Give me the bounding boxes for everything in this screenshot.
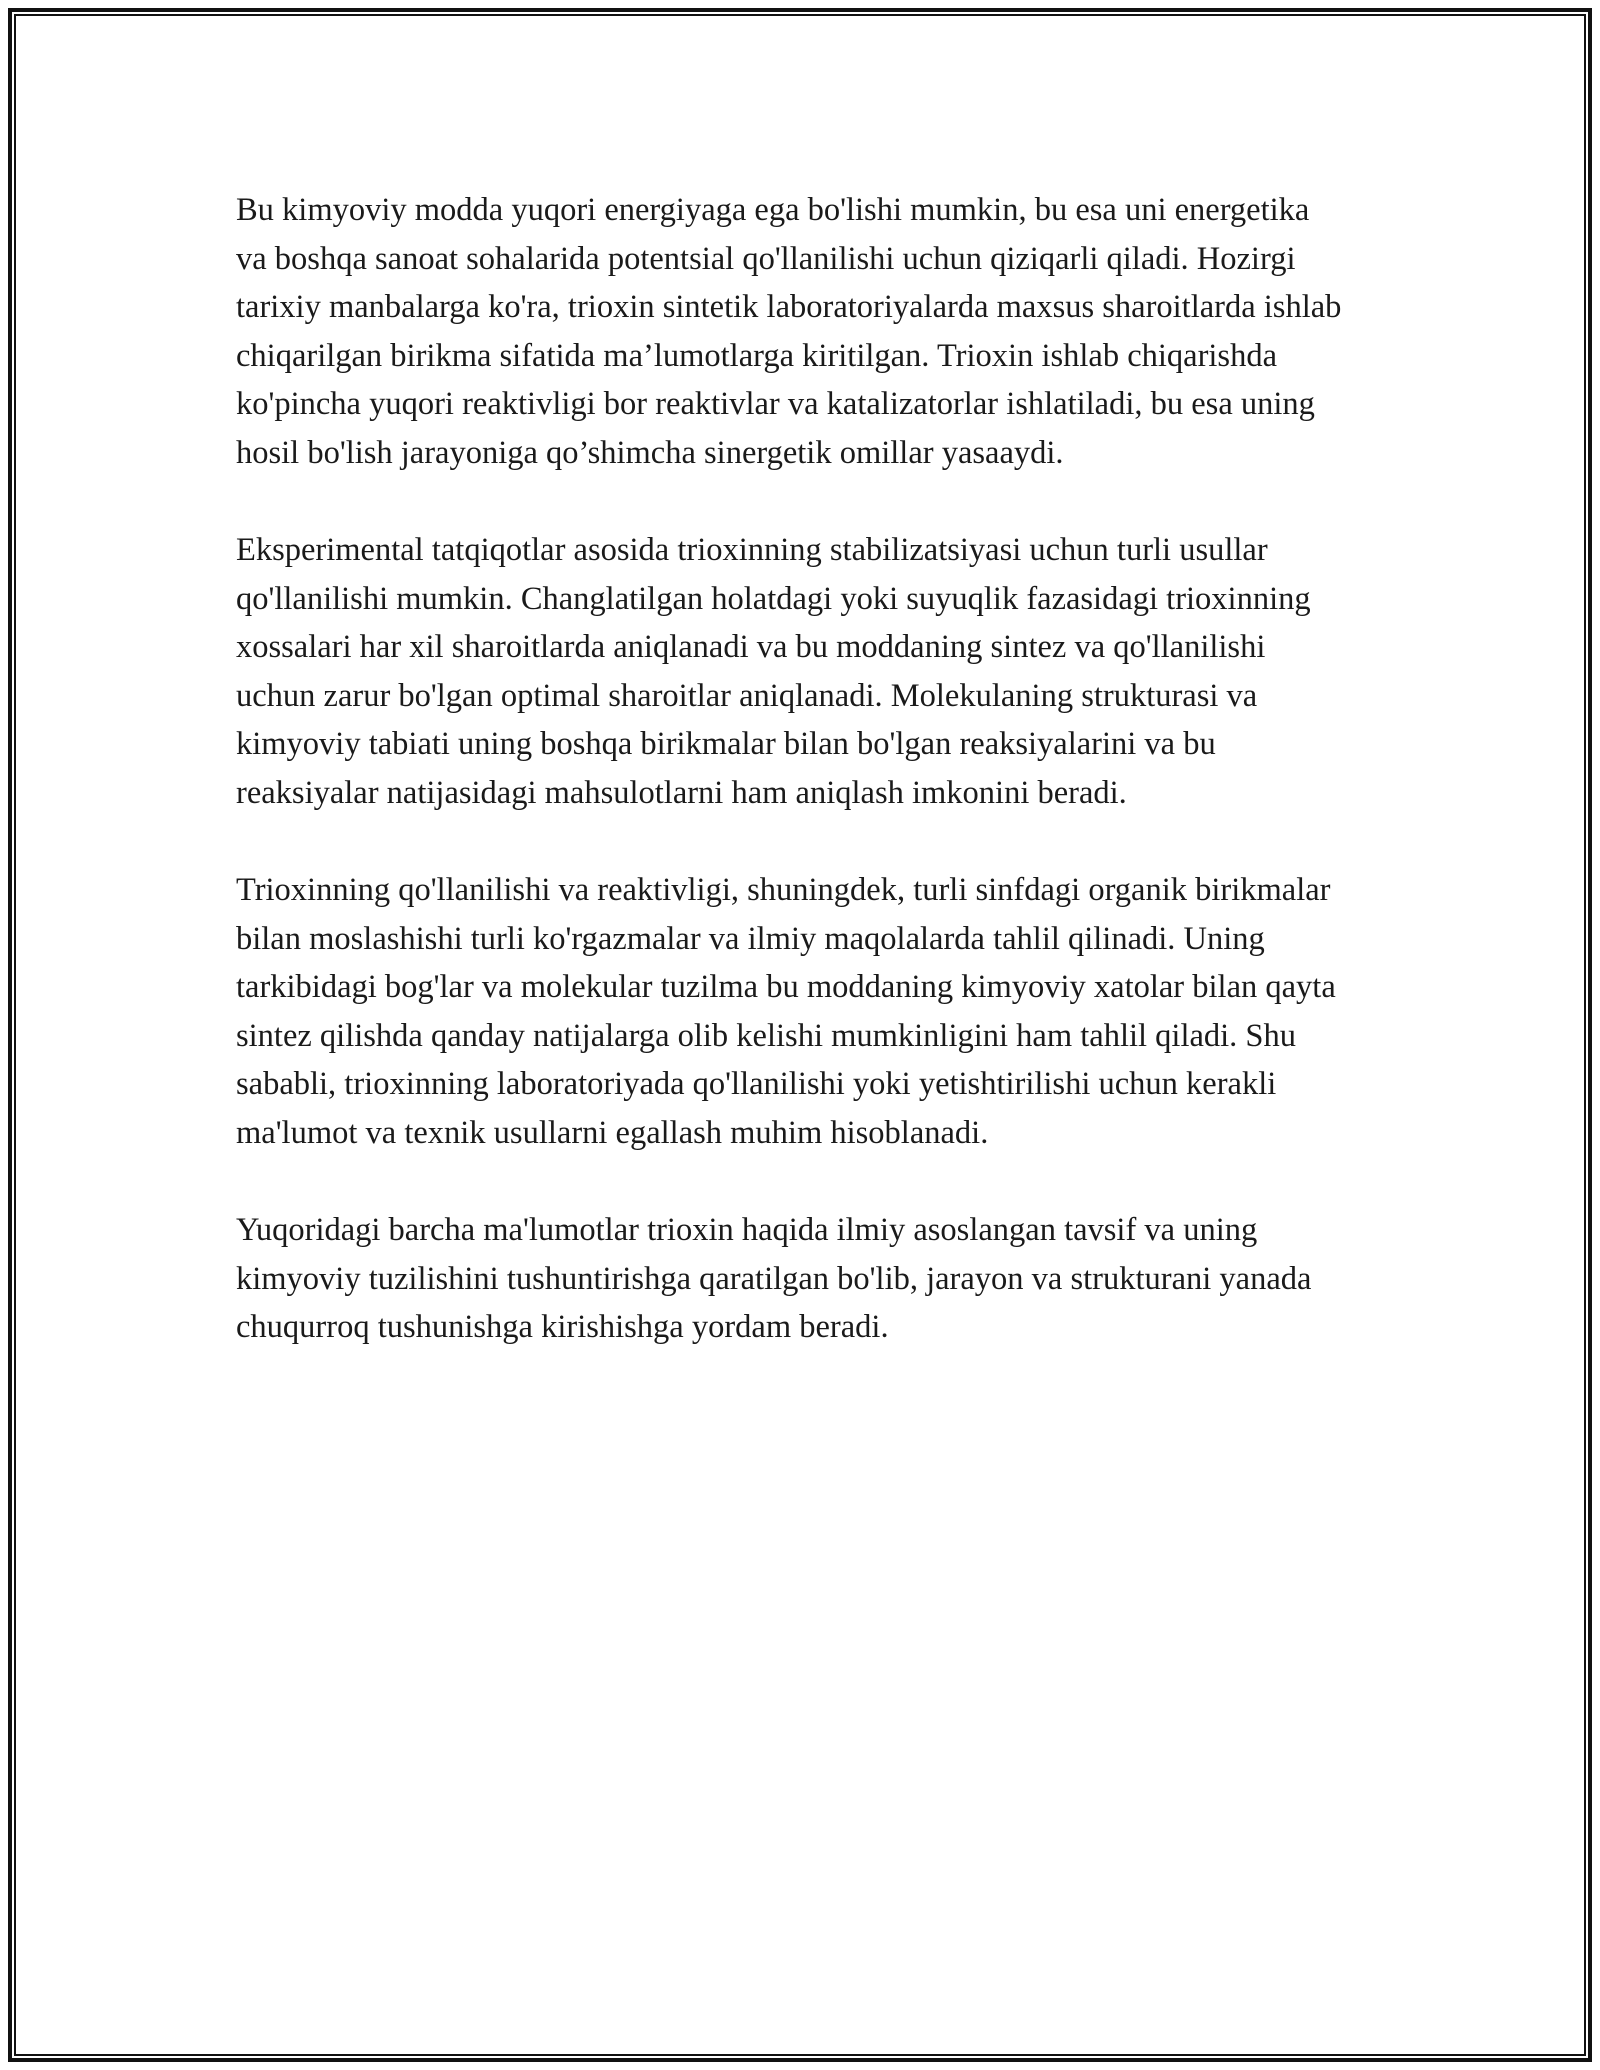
- paragraph-2: Eksperimental tatqiqotlar asosida trioxinning stabilizatsiyasi uchun turli usullar qo'llanilishi mumkin. Changlatilgan holatdagi yoki suyuqlik fazasidagi trioxinning xossalari har xil sharoitlarda aniqlanadi va bu moddaning sintez va qo'llanilishi uchun zarur bo'lgan optimal sharoitlar aniqlanadi. Molekulaning strukturasi va kimyoviy tabiati uning boshqa birikmalar bilan bo'lgan reaksiyalarini va bu reaksiyalar natijasidagi mahsulotlarni ham aniqlash imkonini beradi.: [236, 532, 1311, 811]
- paragraph-3: Trioxinning qo'llanilishi va reaktivligi, shuningdek, turli sinfdagi organik birikmalar bilan moslashishi turli ko'rgazmalar va ilmiy maqolalarda tahlil qilinadi. Uning tarkibidagi bog'lar va molekular tuzilma bu moddaning kimyoviy xatolar bilan qayta sintez qilishda qanday natijalarga olib kelishi mumkinligini ham tahlil qiladi. Shu sababli, trioxinning laboratoriyada qo'llanilishi yoki yetishtirilishi uchun kerakli ma'lumot va texnik usullarni egallash muhim hisoblanadi.: [236, 872, 1336, 1151]
- paragraph-4: Yuqoridagi barcha ma'lumotlar trioxin haqida ilmiy asoslangan tavsif va uning kimyoviy tuzilishini tushuntirishga qaratilgan bo'lib, jarayon va strukturani yanada chuqurroq tushunishga kirishishga yordam beradi.: [236, 1212, 1312, 1345]
- paragraph-1: Bu kimyoviy modda yuqori energiyaga ega bo'lishi mumkin, bu esa uni energetika va boshqa sanoat sohalarida potentsial qo'llanilishi uchun qiziqarli qiladi. Hozirgi tarixiy manbalarga ko'ra, trioxin sintetik laboratoriyalarda maxsus sharoitlarda ishlab chiqarilgan birikma sifatida ma’lumotlarga kiritilgan. Trioxin ishlab chiqarishda ko'pincha yuqori reaktivligi bor reaktivlar va katalizatorlar ishlatiladi, bu esa uning hosil bo'lish jarayoniga qo’shimcha sinergetik omillar yasaaydi.: [236, 192, 1342, 471]
- document-body: [236, 186, 1346, 1401]
